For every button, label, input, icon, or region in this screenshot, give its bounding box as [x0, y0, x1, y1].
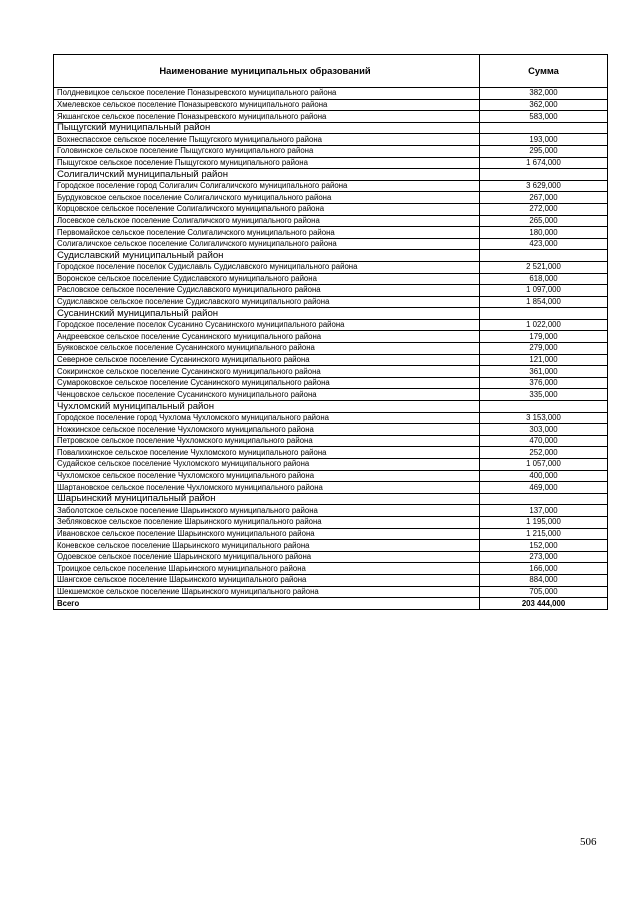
entity-name: Сокиринское сельское поселение Сусанинского муниципального района — [54, 366, 480, 378]
entity-name: Бурдуковское сельское поселение Солигаличского муниципального района — [54, 192, 480, 204]
table-row — [54, 435, 608, 447]
entity-name: Судайское сельское поселение Чухломского муниципального района — [54, 459, 480, 471]
sum-cell: 279,000 — [480, 343, 608, 355]
entity-name: Ножкинское сельское поселение Чухломского муниципального района — [54, 424, 480, 436]
entity-name: Городское поселение город Солигалич Солигаличского муниципального района — [54, 180, 480, 192]
entity-name: Воронское сельское поселение Судиславского муниципального района — [54, 273, 480, 285]
table-row — [54, 354, 608, 366]
column-header-name: Наименование муниципальных образований — [54, 55, 480, 88]
table-row — [54, 424, 608, 436]
table-row — [54, 145, 608, 157]
district-row — [54, 169, 608, 181]
sum-cell: 303,000 — [480, 424, 608, 436]
entity-name: Повалихинское сельское поселение Чухломского муниципального района — [54, 447, 480, 459]
entity-name: Сумароковское сельское поселение Сусанинского муниципального района — [54, 377, 480, 389]
sum-cell: 1 195,000 — [480, 516, 608, 528]
entity-name: Городское поселение поселок Сусанино Сусанинского муниципального района — [54, 319, 480, 331]
table-row — [54, 540, 608, 552]
entity-name: Пыщугское сельское поселение Пыщугского муниципального района — [54, 157, 480, 169]
sum-cell: 2 521,000 — [480, 261, 608, 273]
entity-name: Шангское сельское поселение Шарьинского муниципального района — [54, 574, 480, 586]
entity-name: Петровское сельское поселение Чухломского муниципального района — [54, 435, 480, 447]
sum-cell: 361,000 — [480, 366, 608, 378]
sum-cell — [480, 250, 608, 262]
sum-cell: 423,000 — [480, 238, 608, 250]
sum-cell: 152,000 — [480, 540, 608, 552]
district-name: Пыщугский муниципальный район — [54, 122, 480, 134]
sum-cell: 884,000 — [480, 574, 608, 586]
sum-cell: 1 097,000 — [480, 285, 608, 297]
sum-cell: 705,000 — [480, 586, 608, 598]
table-row — [54, 215, 608, 227]
table-row — [54, 88, 608, 100]
table-row — [54, 261, 608, 273]
district-name: Судиславский муниципальный район — [54, 250, 480, 262]
table-row — [54, 111, 608, 123]
table-row — [54, 528, 608, 540]
entity-name: Заболотское сельское поселение Шарьинского муниципального района — [54, 505, 480, 517]
table-row — [54, 238, 608, 250]
entity-name: Судиславское сельское поселение Судиславского муниципального района — [54, 296, 480, 308]
table-row — [54, 203, 608, 215]
table-row — [54, 459, 608, 471]
district-row — [54, 401, 608, 413]
sum-cell — [480, 493, 608, 505]
table-row — [54, 447, 608, 459]
sum-cell: 180,000 — [480, 227, 608, 239]
sum-cell — [480, 308, 608, 320]
entity-name: Первомайское сельское поселение Солигаличского муниципального района — [54, 227, 480, 239]
sum-cell: 470,000 — [480, 435, 608, 447]
district-name: Сусанинский муниципальный район — [54, 308, 480, 320]
table-row — [54, 331, 608, 343]
table-row — [54, 412, 608, 424]
sum-cell: 382,000 — [480, 88, 608, 100]
table-row — [54, 482, 608, 494]
district-name: Чухломский муниципальный район — [54, 401, 480, 413]
sum-cell: 618,000 — [480, 273, 608, 285]
sum-cell: 252,000 — [480, 447, 608, 459]
table-row — [54, 516, 608, 528]
table-row — [54, 574, 608, 586]
table-row — [54, 563, 608, 575]
appropriation-table — [53, 54, 608, 610]
sum-cell: 265,000 — [480, 215, 608, 227]
entity-name: Шекшемское сельское поселение Шарьинского муниципального района — [54, 586, 480, 598]
district-row — [54, 493, 608, 505]
sum-cell: 469,000 — [480, 482, 608, 494]
sum-cell — [480, 169, 608, 181]
table-row — [54, 470, 608, 482]
table-row — [54, 343, 608, 355]
sum-cell: 335,000 — [480, 389, 608, 401]
table-row — [54, 586, 608, 598]
table-row — [54, 99, 608, 111]
entity-name: Хмелевское сельское поселение Поназыревского муниципального района — [54, 99, 480, 111]
total-row — [54, 598, 608, 610]
entity-name: Расловское сельское поселение Судиславского муниципального района — [54, 285, 480, 297]
table-row — [54, 227, 608, 239]
entity-name: Городское поселение город Чухлома Чухломского муниципального района — [54, 412, 480, 424]
entity-name: Троицкое сельское поселение Шарьинского муниципального района — [54, 563, 480, 575]
table-row — [54, 285, 608, 297]
entity-name: Вохнеспасское сельское поселение Пыщугского муниципального района — [54, 134, 480, 146]
page-number: 506 — [580, 836, 597, 848]
sum-cell: 1 215,000 — [480, 528, 608, 540]
entity-name: Ивановское сельское поселение Шарьинского муниципального района — [54, 528, 480, 540]
entity-name: Лосевское сельское поселение Солигаличского муниципального района — [54, 215, 480, 227]
table-row — [54, 319, 608, 331]
entity-name: Полдневицкое сельское поселение Поназыревского муниципального района — [54, 88, 480, 100]
entity-name: Коневское сельское поселение Шарьинского муниципального района — [54, 540, 480, 552]
sum-cell: 121,000 — [480, 354, 608, 366]
district-name: Шарьинский муниципальный район — [54, 493, 480, 505]
sum-cell: 362,000 — [480, 99, 608, 111]
entity-name: Андреевское сельское поселение Сусанинского муниципального района — [54, 331, 480, 343]
sum-cell: 1 022,000 — [480, 319, 608, 331]
table-row — [54, 505, 608, 517]
table-row — [54, 389, 608, 401]
sum-cell — [480, 401, 608, 413]
sum-cell: 272,000 — [480, 203, 608, 215]
table-row — [54, 157, 608, 169]
header-row — [54, 55, 608, 88]
table-row — [54, 134, 608, 146]
district-row — [54, 308, 608, 320]
sum-cell — [480, 122, 608, 134]
entity-name: Одоевское сельское поселение Шарьинского муниципального района — [54, 551, 480, 563]
sum-cell: 3 153,000 — [480, 412, 608, 424]
entity-name: Солигаличское сельское поселение Солигаличского муниципального района — [54, 238, 480, 250]
entity-name: Зебляковское сельское поселение Шарьинского муниципального района — [54, 516, 480, 528]
sum-cell: 166,000 — [480, 563, 608, 575]
sum-cell: 273,000 — [480, 551, 608, 563]
sum-cell: 1 854,000 — [480, 296, 608, 308]
table-row — [54, 192, 608, 204]
entity-name: Буяковское сельское поселение Сусанинского муниципального района — [54, 343, 480, 355]
sum-cell: 583,000 — [480, 111, 608, 123]
district-row — [54, 250, 608, 262]
column-header-sum: Сумма — [480, 55, 608, 88]
table-header — [54, 55, 608, 88]
table-row — [54, 551, 608, 563]
sum-cell: 193,000 — [480, 134, 608, 146]
entity-name: Якшангское сельское поселение Поназыревского муниципального района — [54, 111, 480, 123]
sum-cell: 267,000 — [480, 192, 608, 204]
table-row — [54, 296, 608, 308]
entity-name: Корцовское сельское поселение Солигаличского муниципального района — [54, 203, 480, 215]
sum-cell: 179,000 — [480, 331, 608, 343]
district-name: Солигаличский муниципальный район — [54, 169, 480, 181]
table-body — [54, 88, 608, 610]
sum-cell: 3 629,000 — [480, 180, 608, 192]
district-row — [54, 122, 608, 134]
table-row — [54, 180, 608, 192]
sum-cell: 1 674,000 — [480, 157, 608, 169]
entity-name: Головинское сельское поселение Пыщугского муниципального района — [54, 145, 480, 157]
table-row — [54, 377, 608, 389]
sum-cell: 137,000 — [480, 505, 608, 517]
entity-name: Городское поселение поселок Судиславль Судиславского муниципального района — [54, 261, 480, 273]
sum-cell: 203 444,000 — [480, 598, 608, 610]
entity-name: Всего — [54, 598, 480, 610]
table-row — [54, 366, 608, 378]
entity-name: Чухломское сельское поселение Чухломского муниципального района — [54, 470, 480, 482]
sum-cell: 376,000 — [480, 377, 608, 389]
sum-cell: 1 057,000 — [480, 459, 608, 471]
sum-cell: 295,000 — [480, 145, 608, 157]
entity-name: Шартановское сельское поселение Чухломского муниципального района — [54, 482, 480, 494]
entity-name: Северное сельское поселение Сусанинского муниципального района — [54, 354, 480, 366]
sum-cell: 400,000 — [480, 470, 608, 482]
entity-name: Ченцовское сельское поселение Сусанинского муниципального района — [54, 389, 480, 401]
table-row — [54, 273, 608, 285]
